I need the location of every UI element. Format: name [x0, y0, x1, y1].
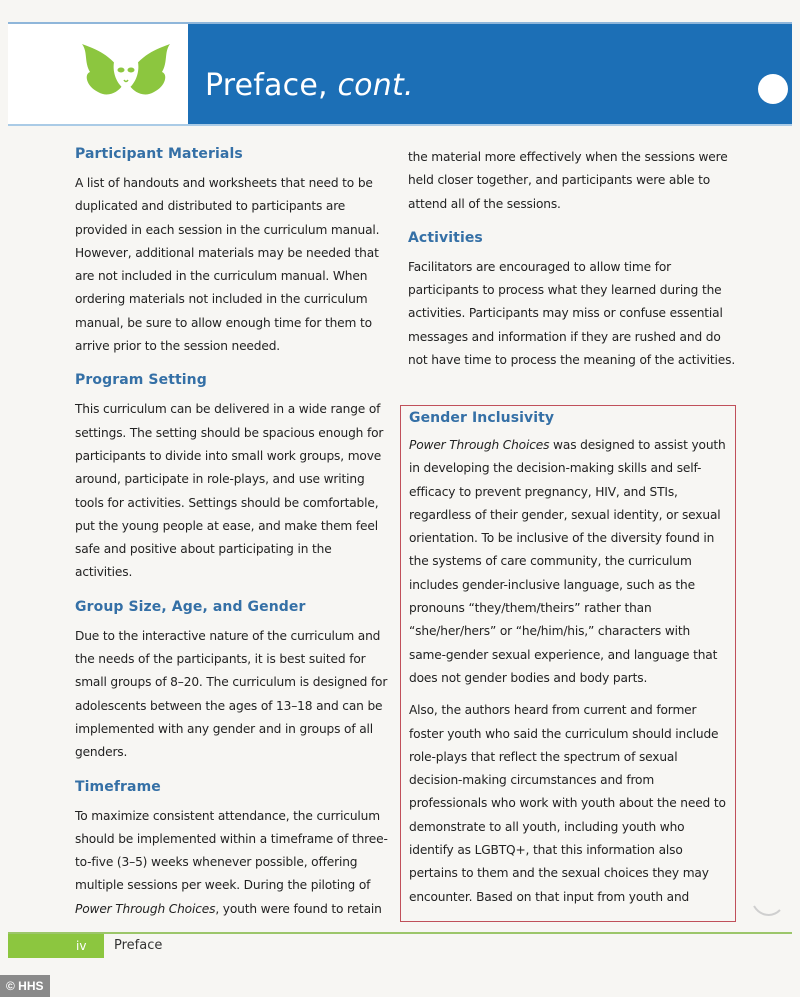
section-body: Due to the interactive nature of the curriculum and the needs of the participants, it is best suited for small groups of 8–20. The curriculum is designed for adolescents between the ages of 13–18 and can be implemented with any gender and in groups of all genders.	[75, 628, 388, 760]
gender-inclusivity-paragraph-2: Also, the authors heard from current and former foster youth who said the curriculum should include role-plays that reflect the spectrum of sexual decision-making circumstances and from professionals who work with youth about the need to demonstrate to all youth, including youth who identify as LGBTQ+, that this information also pertains to them and the sexual choices they may encounter. Based on that input from youth and	[409, 703, 726, 904]
circle-icon	[758, 74, 788, 104]
section-heading: Activities	[408, 229, 483, 246]
section-body: Facilitators are encouraged to allow time for participants to process what they learned during the activities. Participants may miss or confuse essential messages and information if they are rushed and do not have time to process the meaning of the activities.	[408, 259, 736, 368]
participant-materials-section	[75, 146, 390, 358]
copyright-watermark: © HHS	[0, 975, 50, 997]
body-text: To maximize consistent attendance, the curriculum should be implemented within a timeframe of three-to-five (3–5) weeks whenever possible, offering multiple sessions per week. During the piloting of	[75, 808, 388, 893]
section-heading: Group Size, Age, and Gender	[75, 598, 306, 615]
footer-section-label: Preface	[114, 938, 163, 953]
section-body: This curriculum can be delivered in a wide range of settings. The setting should be spacious enough for participants to divide into small work groups, move around, participate in role-plays, and use writing tools for activities. Settings should be comfortable, put the young people at ease, and make them feel safe and positive about participating in the activities.	[75, 402, 384, 580]
timeframe-section	[75, 779, 390, 921]
gender-inclusivity-box	[400, 405, 736, 922]
continued-section	[408, 146, 738, 216]
program-setting-section	[75, 372, 390, 584]
page-number: iv	[76, 939, 87, 953]
group-size-section	[75, 599, 390, 765]
section-heading: Participant Materials	[75, 146, 243, 162]
page-number-tab	[8, 934, 104, 958]
section-body	[75, 805, 390, 921]
page-title-italic: cont.	[337, 68, 414, 103]
section-heading: Timeframe	[75, 778, 161, 795]
activities-section	[408, 230, 738, 372]
page-title-main: Preface,	[205, 68, 328, 103]
page-curl-icon	[752, 894, 782, 920]
body-text: , youth were found to retain	[215, 901, 382, 916]
gender-inclusivity-paragraph-1	[409, 434, 727, 690]
section-body: A list of handouts and worksheets that need to be duplicated and distributed to participants are provided in each session in the curriculum manual. However, additional materials may be needed that are not included in the curriculum manual. When ordering materials not included in the curriculum manual, be sure to allow enough time for them to arrive prior to the session needed.	[75, 176, 380, 354]
section-heading: Gender Inclusivity	[409, 410, 555, 426]
program-title: Power Through Choices	[75, 901, 216, 916]
left-column	[75, 146, 390, 935]
header-bottom-rule	[8, 124, 792, 126]
page-title	[205, 68, 414, 103]
right-column	[408, 146, 738, 386]
continued-text: the material more effectively when the sessions were held closer together, and participants were able to attend all of the sessions.	[408, 150, 728, 211]
body-text: was designed to assist youth in developing the decision-making skills and self-efficacy to prevent pregnancy, HIV, and STIs, regardless of their gender, sexual identity, or sexual orientation. To be inclusive of the diversity found in the systems of care community, the curriculum includes gender-inclusive language, such as the pronouns “they/them/theirs” rather than “she/her/hers” or “he/him/his,” characters with same-gender sexual experience, and language that does not gender bodies and body parts.	[409, 438, 726, 685]
program-title: Power Through Choices	[409, 438, 550, 452]
footer-rule	[8, 932, 792, 934]
section-heading: Program Setting	[75, 372, 207, 389]
winged-mask-logo-icon	[78, 42, 174, 102]
